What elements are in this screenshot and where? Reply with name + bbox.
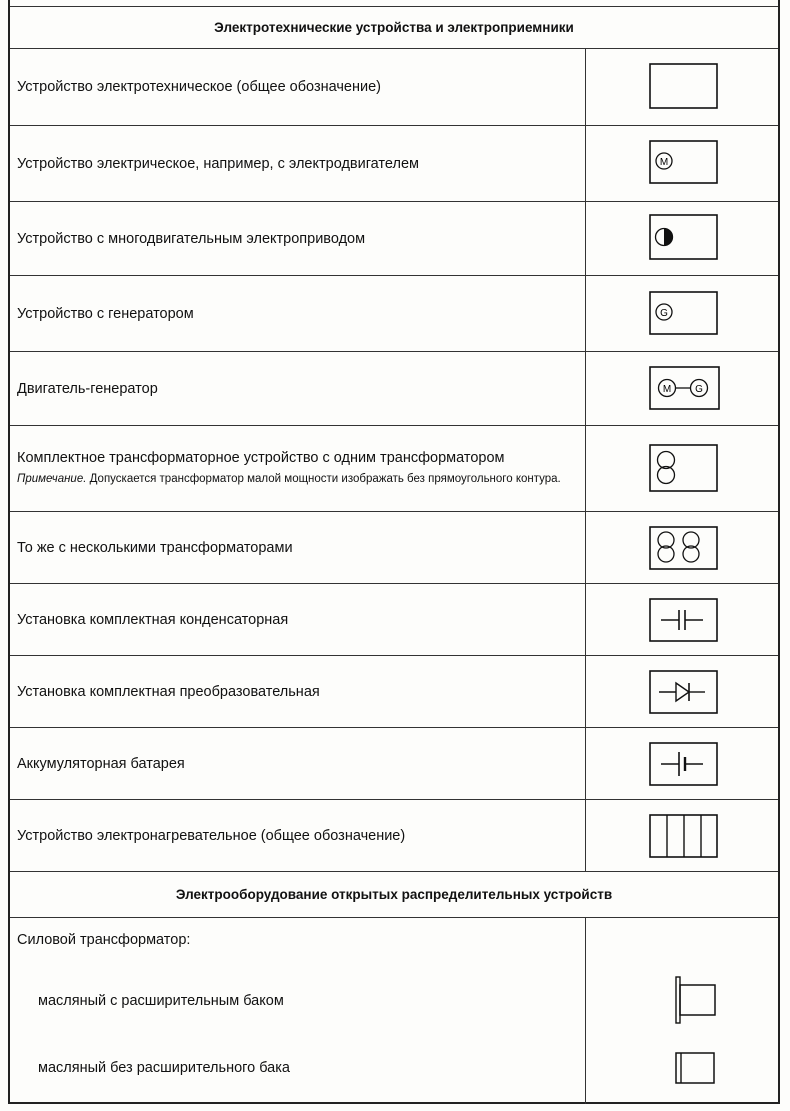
symbol-cell — [587, 918, 778, 1104]
multi-transformer-symbol — [649, 526, 719, 572]
row-label: То же с несколькими трансформаторами — [17, 539, 293, 556]
converter-unit-symbol — [649, 670, 719, 716]
row-label: Устройство с многодвигательным электроприводом — [17, 230, 366, 247]
row-label-cell — [10, 126, 586, 201]
capacitor-unit-symbol — [649, 598, 719, 644]
row-label-cell — [10, 918, 586, 1104]
row-label-cell — [10, 49, 586, 125]
row-label-cell — [10, 512, 586, 583]
table-row — [10, 49, 778, 126]
row-label: Устройство с генератором — [17, 305, 194, 322]
row-label: Силовой трансформатор: — [17, 932, 191, 948]
row-label: масляный без расширительного бака — [38, 1060, 290, 1076]
oil-transformer-without-tank-symbol — [675, 1052, 719, 1088]
generator-glyph: G — [695, 384, 703, 395]
transformer-unit-symbol — [649, 444, 719, 494]
table-row-group — [10, 918, 778, 1104]
symbol-cell — [587, 584, 778, 655]
multi-motor-symbol — [649, 214, 719, 262]
table-row — [10, 276, 778, 352]
symbol-cell — [587, 656, 778, 727]
table-row — [10, 512, 778, 584]
table-row — [10, 126, 778, 202]
symbol-cell — [587, 276, 778, 351]
heater-symbol — [649, 814, 719, 860]
row-label: Устройство электрическое, например, с электродвигателем — [17, 155, 419, 172]
row-label: Установка комплектная преобразовательная — [17, 683, 320, 700]
row-label-cell — [10, 426, 586, 511]
symbols-table — [8, 0, 780, 1104]
symbol-cell — [587, 426, 778, 511]
motor-generator-symbol — [649, 366, 721, 412]
row-label: Устройство электронагревательное (общее обозначение) — [17, 827, 406, 844]
oil-transformer-with-tank-symbol — [675, 976, 719, 1028]
row-label-cell — [10, 202, 586, 275]
symbol-cell — [587, 728, 778, 799]
row-label-cell — [10, 276, 586, 351]
table-row — [10, 202, 778, 276]
row-label: Двигатель-генератор — [17, 380, 158, 397]
symbol-cell — [587, 202, 778, 275]
row-label: Комплектное трансформаторное устройство с одним трансформатором — [17, 449, 505, 466]
symbol-cell — [587, 800, 778, 871]
row-label-cell — [10, 800, 586, 871]
row-label-cell — [10, 728, 586, 799]
symbol-cell — [587, 512, 778, 583]
symbol-cell — [587, 352, 778, 425]
table-row — [10, 728, 778, 800]
row-label-cell — [10, 656, 586, 727]
row-label: Устройство электротехническое (общее обозначение) — [17, 79, 381, 95]
row-label-cell — [10, 584, 586, 655]
row-label: масляный с расширительным баком — [38, 993, 284, 1009]
section-title: Электрооборудование открытых распределительных устройств — [175, 887, 613, 902]
table-top-edge — [10, 0, 778, 7]
generator-glyph: G — [660, 308, 668, 319]
motor-device-symbol — [649, 140, 719, 186]
table-row — [10, 584, 778, 656]
note-text: Допускается трансформатор малой мощности изображать без прямоугольного контура. — [89, 472, 561, 485]
row-label-cell — [10, 352, 586, 425]
symbol-cell — [587, 126, 778, 201]
row-label: Установка комплектная конденсаторная — [17, 611, 289, 628]
symbol-cell — [587, 49, 778, 125]
battery-symbol — [649, 742, 719, 788]
section-title: Электротехнические устройства и электроприемники — [214, 20, 574, 35]
motor-glyph: M — [662, 384, 672, 395]
motor-glyph: M — [659, 157, 669, 168]
section-header-outdoor-switchgear — [10, 872, 778, 918]
note-prefix: Примечание. — [17, 472, 87, 485]
row-note — [17, 472, 585, 488]
table-row — [10, 800, 778, 872]
generator-device-symbol — [649, 291, 719, 337]
table-row — [10, 426, 778, 512]
device-general-symbol — [649, 63, 719, 111]
table-row — [10, 656, 778, 728]
table-row — [10, 352, 778, 426]
section-header-electrical-devices — [10, 7, 778, 49]
row-label: Аккумуляторная батарея — [17, 755, 185, 772]
